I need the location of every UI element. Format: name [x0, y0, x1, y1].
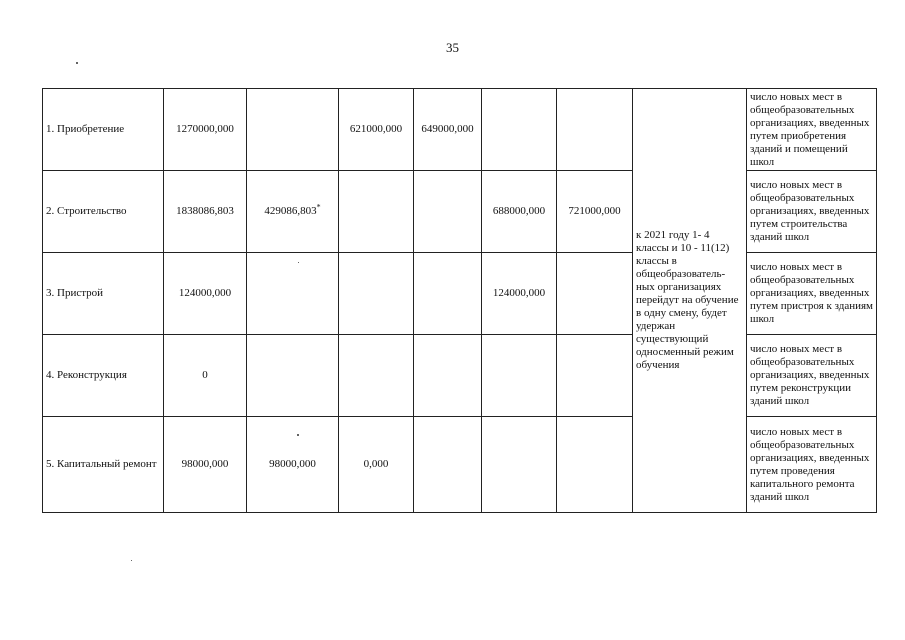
row-name: 1. Приобретение [43, 89, 164, 171]
row-indicator: число новых мест в общеобразовательных организациях, введенных путем пристроя к зданиям школ [747, 253, 877, 335]
table-row [43, 89, 877, 171]
row-col5 [482, 335, 557, 417]
table-row [43, 417, 877, 513]
row-col2 [247, 89, 339, 171]
row-col5: 688000,000 [482, 171, 557, 253]
scan-speck [298, 262, 299, 263]
row-col4: 649000,000 [414, 89, 482, 171]
row-col6: 721000,000 [557, 171, 633, 253]
row-total: 1270000,000 [164, 89, 247, 171]
row-col5 [482, 89, 557, 171]
row-total: 98000,000 [164, 417, 247, 513]
row-indicator: число новых мест в общеобразовательных организациях, введенных путем реконструкции зданий школ [747, 335, 877, 417]
row-col5 [482, 417, 557, 513]
row-name: 4. Реконструкция [43, 335, 164, 417]
table-row [43, 171, 877, 253]
scan-speck [76, 62, 78, 64]
row-col3 [339, 253, 414, 335]
row-col3: 0,000 [339, 417, 414, 513]
row-total: 0 [164, 335, 247, 417]
row-indicator: число новых мест в общеобразовательных организациях, введенных путем проведения капитального ремонта зданий школ [747, 417, 877, 513]
expected-result: к 2021 году 1- 4 классы и 10 - 11(12) классы в общеобразователь-ных организациях перейдут на обучение в одну смену, будет удержан существующий односменный режим обучения [633, 89, 747, 513]
row-col6 [557, 253, 633, 335]
row-col3 [339, 171, 414, 253]
row-indicator: число новых мест в общеобразовательных организациях, введенных путем приобретения зданий и помещений школ [747, 89, 877, 171]
row-col4 [414, 253, 482, 335]
row-col4 [414, 335, 482, 417]
row-col6 [557, 417, 633, 513]
row-name: 5. Капитальный ремонт [43, 417, 164, 513]
row-col3 [339, 335, 414, 417]
row-col2 [247, 253, 339, 335]
row-col5: 124000,000 [482, 253, 557, 335]
row-name: 2. Строительство [43, 171, 164, 253]
row-total: 1838086,803 [164, 171, 247, 253]
footnote-mark: * [316, 202, 321, 212]
row-col4 [414, 417, 482, 513]
table-row [43, 335, 877, 417]
row-indicator: число новых мест в общеобразовательных организациях, введенных путем строительства зданий школ [747, 171, 877, 253]
row-col3: 621000,000 [339, 89, 414, 171]
row-col2 [247, 171, 339, 253]
row-col2-value: 429086,803 [264, 205, 317, 217]
row-col2 [247, 335, 339, 417]
scan-speck [297, 434, 299, 436]
row-col2: 98000,000 [247, 417, 339, 513]
row-name: 3. Пристрой [43, 253, 164, 335]
row-col6 [557, 89, 633, 171]
table-row [43, 253, 877, 335]
scan-speck [131, 560, 132, 561]
row-total: 124000,000 [164, 253, 247, 335]
page-number: 35 [446, 40, 459, 55]
row-col6 [557, 335, 633, 417]
funding-table [42, 88, 877, 513]
row-col4 [414, 171, 482, 253]
